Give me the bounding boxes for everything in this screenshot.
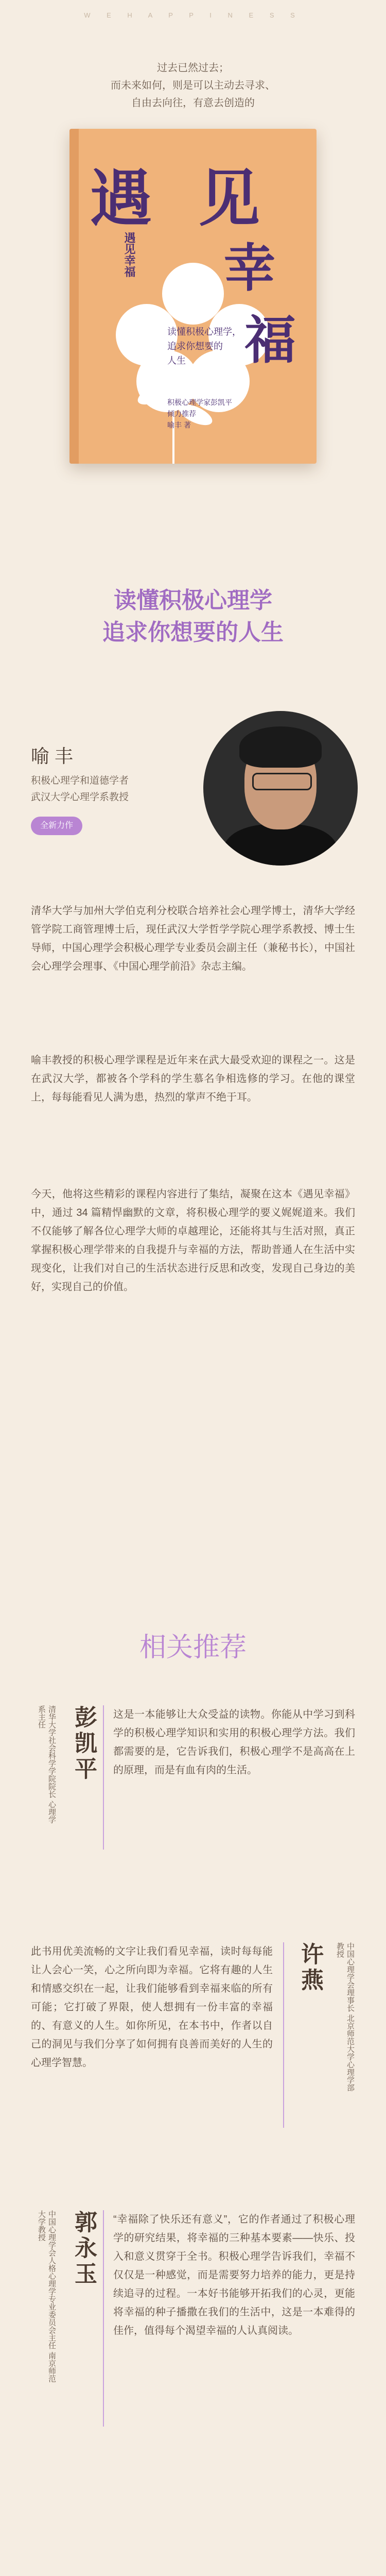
rec-text: 这是一本能够让大众受益的读物。你能从中学习到科学的积极心理学知识和实用的积极心理学方法。我们都需要的是，它告诉我们，积极心理学不是高高在上的原理，而是有血有肉的生活。 xyxy=(113,1709,355,1776)
recommendation xyxy=(21,1700,365,1886)
cover-spine xyxy=(69,129,79,464)
photo-shirt xyxy=(224,824,337,866)
paragraph: 喻丰教授的积极心理学课程是近年来在武大最受欢迎的课程之一。这是在武汉大学，都被各个学科的学生慕名争相选修的学习。在他的课堂上，每每能看见人满为患，热烈的掌声不绝于耳。 xyxy=(31,1055,355,1103)
cover-footer-line: 积极心理学家彭凯平 xyxy=(167,398,232,406)
cover-vertical-title: 遇见幸福 xyxy=(123,232,136,277)
author-desc-line: 武汉大学心理学系教授 xyxy=(31,792,129,803)
author-badge: 全新力作 xyxy=(31,817,82,835)
intro-quote xyxy=(0,59,386,112)
cover-subtitle xyxy=(167,325,241,368)
book-cover xyxy=(69,129,317,464)
divider xyxy=(103,2210,104,2427)
intro-line: 自由去向往，有意去创造的 xyxy=(131,97,255,109)
cover-title-char: 遇 xyxy=(90,162,152,235)
cover-title-char: 幸 xyxy=(224,238,275,298)
headline-line: 追求你想要的人生 xyxy=(102,620,284,645)
divider xyxy=(103,1705,104,1850)
rec-title: 清华大学社会科学学院院长 心理学系主任 xyxy=(37,1705,56,1824)
photo-hair xyxy=(239,726,322,768)
author-desc-line: 积极心理学和道德学者 xyxy=(31,775,129,786)
divider xyxy=(283,1942,284,2128)
cover-title-char: 福 xyxy=(244,310,296,370)
paragraph: 今天，他将这些精彩的课程内容进行了集结，凝聚在这本《遇见幸福》中，通过 34 篇精悍幽默的文章，将积极心理学的要义娓娓道来。我们不仅能够了解各位心理学大师的卓越理论，还能将其与生活对照，真正掌握积极心理学带来的自我提升与幸福的方法，帮助普通人在生活中实现变化，让我们对自己的生活状态进行反思和改变，发现自己身边的美好，实现自己的价值。 xyxy=(31,1189,355,1293)
intro-line: 而未来如何，则是可以主动去寻求、 xyxy=(111,80,275,91)
intro-line: 过去已然过去； xyxy=(157,62,229,74)
watermark: W E H A P P I N E S S xyxy=(84,11,302,19)
cover-subtitle-line: 追求你想要的 xyxy=(167,341,223,351)
rec-name: 郭永玉 xyxy=(71,2210,96,2287)
recommendation xyxy=(21,2205,365,2463)
author-photo xyxy=(203,711,358,866)
author-desc xyxy=(31,773,129,806)
section-title: 相关推荐 xyxy=(139,1633,247,1663)
rec-text: “幸福除了快乐还有意义”，它的作者通过了积极心理学的研究结果，将幸福的三种基本要素——快乐、投入和意义贯穿于全书。积极心理学告诉我们，幸福不仅仅是一种感觉，而是需要努力培养的能力，更是持续追寻的过程。一本好书能够开拓我们的心灵，更能将幸福的种子播撒在我们的生活中，这是一本难得的佳作，值得每个渴望幸福的人认真阅读。 xyxy=(113,2214,355,2336)
rec-title: 中国心理学会人格心理学专业委员会主任 南京师范大学教授 xyxy=(37,2210,56,2383)
rec-name: 许燕 xyxy=(297,1942,323,1994)
recommendation xyxy=(21,1937,365,2154)
cover-subtitle-line: 人生 xyxy=(167,355,186,366)
cover-footer xyxy=(167,397,232,431)
author-name: 喻 丰 xyxy=(31,745,74,767)
photo-glasses xyxy=(252,773,312,790)
rec-text: 此书用优美流畅的文字让我们看见幸福，读时每每能让人会心一笑，心之所向即为幸福。它将有趣的人生和情感交织在一起，让我们能够看到幸福来临的所有可能；它打破了界限，使人想拥有一份丰富的幸福的、有意义的人生。如你所见，在本书中，作者以自己的洞见与我们分享了如何拥有良善而美好的人生的心理学智慧。 xyxy=(31,1946,273,2069)
headline-line: 读懂积极心理学 xyxy=(114,588,272,613)
cover-subtitle-line: 读懂积极心理学， xyxy=(167,327,241,337)
cover-footer-line: 喻丰 著 xyxy=(167,421,191,429)
rec-title: 中国心理学会理事长 北京师范大学心理学部教授 xyxy=(336,1942,355,2092)
rec-name: 彭凯平 xyxy=(71,1705,96,1783)
paragraph: 清华大学与加州大学伯克利分校联合培养社会心理学博士，清华大学经管学院工商管理博士后，现任武汉大学哲学学院心理学系教授、博士生导师，中国心理学会积极心理学专业委员会副主任（兼秘书长），中国社会心理学会理事、《中国心理学前沿》杂志主编。 xyxy=(31,905,355,972)
cover-title-char: 见 xyxy=(198,162,260,235)
headline xyxy=(0,585,386,649)
cover-footer-line: 倾力推荐 xyxy=(167,410,196,418)
